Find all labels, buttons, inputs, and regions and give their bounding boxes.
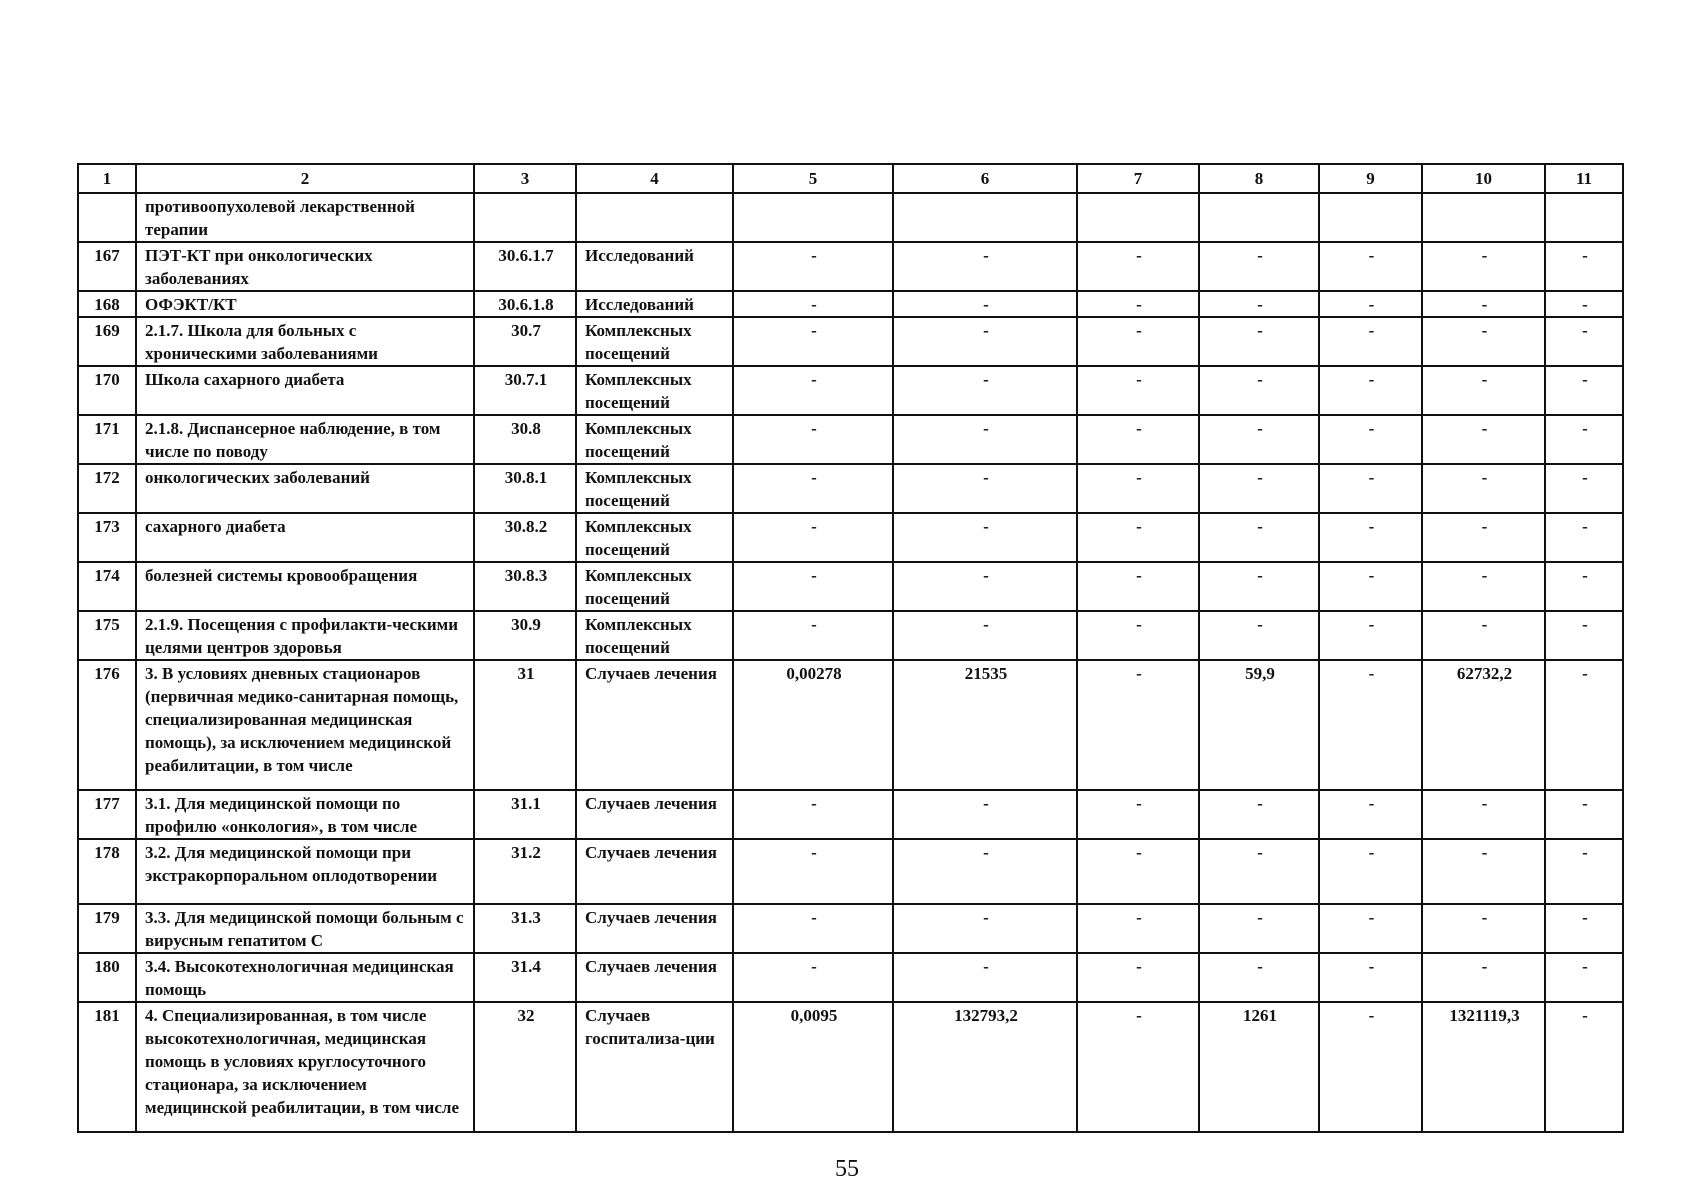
- table-row: [78, 513, 1623, 562]
- row-number-cell: 175: [78, 611, 136, 660]
- table-row: [78, 1002, 1623, 1132]
- value-cell-col-8: 59,9: [1199, 660, 1319, 790]
- column-header-6: 6: [893, 164, 1077, 193]
- value-cell-col-6: -: [893, 242, 1077, 291]
- column-header-11: 11: [1545, 164, 1623, 193]
- indicator-name-cell: 3.1. Для медицинской помощи по профилю «онкология», в том числе: [136, 790, 474, 839]
- value-cell-col-8: -: [1199, 317, 1319, 366]
- table-row: [78, 193, 1623, 242]
- table-row: [78, 839, 1623, 904]
- table-row: [78, 953, 1623, 1002]
- unit-cell: Случаев лечения: [576, 953, 733, 1002]
- value-cell-col-7: -: [1077, 415, 1199, 464]
- row-number-cell: 168: [78, 291, 136, 317]
- value-cell-col-10: -: [1422, 242, 1545, 291]
- row-code-cell: 30.6.1.8: [474, 291, 576, 317]
- unit-cell: Комплексных посещений: [576, 562, 733, 611]
- table-row: [78, 317, 1623, 366]
- value-cell-col-10: -: [1422, 464, 1545, 513]
- value-cell-col-6: -: [893, 291, 1077, 317]
- table-row: [78, 904, 1623, 953]
- row-code-cell: 32: [474, 1002, 576, 1132]
- value-cell-col-5: -: [733, 953, 893, 1002]
- value-cell-col-11: -: [1545, 464, 1623, 513]
- row-code-cell: 30.7.1: [474, 366, 576, 415]
- value-cell-col-9: -: [1319, 611, 1422, 660]
- value-cell-col-7: -: [1077, 291, 1199, 317]
- value-cell-col-11: -: [1545, 839, 1623, 904]
- value-cell-col-5: 0,0095: [733, 1002, 893, 1132]
- row-code-cell: 31.3: [474, 904, 576, 953]
- row-code-cell: 31.4: [474, 953, 576, 1002]
- row-number-cell: 174: [78, 562, 136, 611]
- unit-cell: Комплексных посещений: [576, 415, 733, 464]
- indicator-name-cell: 2.1.9. Посещения с профилакти-ческими целями центров здоровья: [136, 611, 474, 660]
- value-cell-col-11: -: [1545, 366, 1623, 415]
- row-number-cell: 170: [78, 366, 136, 415]
- value-cell-col-7: -: [1077, 513, 1199, 562]
- value-cell-col-5: -: [733, 415, 893, 464]
- table-row: [78, 366, 1623, 415]
- value-cell-col-8: -: [1199, 415, 1319, 464]
- table-row: [78, 660, 1623, 790]
- value-cell-col-7: -: [1077, 904, 1199, 953]
- row-number-cell: 178: [78, 839, 136, 904]
- value-cell-col-9: -: [1319, 464, 1422, 513]
- table-row: [78, 790, 1623, 839]
- value-cell-col-5: -: [733, 513, 893, 562]
- table-row: [78, 242, 1623, 291]
- value-cell-col-8: -: [1199, 562, 1319, 611]
- row-code-cell: [474, 193, 576, 242]
- indicator-name-cell: 3.2. Для медицинской помощи при экстракорпоральном оплодотворении: [136, 839, 474, 904]
- value-cell-col-11: -: [1545, 242, 1623, 291]
- value-cell-col-11: -: [1545, 415, 1623, 464]
- value-cell-col-10: 1321119,3: [1422, 1002, 1545, 1132]
- value-cell-col-6: -: [893, 415, 1077, 464]
- row-number-cell: 167: [78, 242, 136, 291]
- row-number-cell: 176: [78, 660, 136, 790]
- column-header-9: 9: [1319, 164, 1422, 193]
- unit-cell: Комплексных посещений: [576, 611, 733, 660]
- value-cell-col-7: -: [1077, 242, 1199, 291]
- value-cell-col-5: -: [733, 291, 893, 317]
- value-cell-col-9: -: [1319, 790, 1422, 839]
- value-cell-col-8: -: [1199, 839, 1319, 904]
- value-cell-col-11: -: [1545, 513, 1623, 562]
- table-row: [78, 415, 1623, 464]
- row-code-cell: 30.8.1: [474, 464, 576, 513]
- value-cell-col-11: [1545, 193, 1623, 242]
- column-header-1: 1: [78, 164, 136, 193]
- value-cell-col-7: -: [1077, 839, 1199, 904]
- indicator-name-cell: 2.1.7. Школа для больных с хроническими заболеваниями: [136, 317, 474, 366]
- value-cell-col-8: -: [1199, 242, 1319, 291]
- value-cell-col-6: -: [893, 513, 1077, 562]
- value-cell-col-8: 1261: [1199, 1002, 1319, 1132]
- value-cell-col-5: [733, 193, 893, 242]
- unit-cell: Случаев лечения: [576, 839, 733, 904]
- value-cell-col-10: -: [1422, 513, 1545, 562]
- value-cell-col-10: -: [1422, 611, 1545, 660]
- value-cell-col-11: -: [1545, 790, 1623, 839]
- indicator-name-cell: 3.3. Для медицинской помощи больным с вирусным гепатитом С: [136, 904, 474, 953]
- column-header-3: 3: [474, 164, 576, 193]
- value-cell-col-8: -: [1199, 366, 1319, 415]
- value-cell-col-11: -: [1545, 660, 1623, 790]
- value-cell-col-5: -: [733, 562, 893, 611]
- value-cell-col-8: -: [1199, 790, 1319, 839]
- row-number-cell: 179: [78, 904, 136, 953]
- value-cell-col-8: -: [1199, 513, 1319, 562]
- row-number-cell: 177: [78, 790, 136, 839]
- value-cell-col-9: -: [1319, 317, 1422, 366]
- unit-cell: [576, 193, 733, 242]
- value-cell-col-9: -: [1319, 513, 1422, 562]
- value-cell-col-8: -: [1199, 611, 1319, 660]
- indicator-name-cell: Школа сахарного диабета: [136, 366, 474, 415]
- value-cell-col-8: -: [1199, 904, 1319, 953]
- value-cell-col-9: -: [1319, 839, 1422, 904]
- column-header-10: 10: [1422, 164, 1545, 193]
- value-cell-col-7: [1077, 193, 1199, 242]
- unit-cell: Комплексных посещений: [576, 513, 733, 562]
- value-cell-col-5: -: [733, 464, 893, 513]
- value-cell-col-7: -: [1077, 464, 1199, 513]
- row-code-cell: 31: [474, 660, 576, 790]
- value-cell-col-11: -: [1545, 317, 1623, 366]
- table-row: [78, 291, 1623, 317]
- column-header-8: 8: [1199, 164, 1319, 193]
- value-cell-col-10: -: [1422, 317, 1545, 366]
- value-cell-col-5: -: [733, 366, 893, 415]
- value-cell-col-9: -: [1319, 562, 1422, 611]
- value-cell-col-6: [893, 193, 1077, 242]
- value-cell-col-9: -: [1319, 415, 1422, 464]
- value-cell-col-6: -: [893, 366, 1077, 415]
- indicator-name-cell: болезней системы кровообращения: [136, 562, 474, 611]
- value-cell-col-7: -: [1077, 1002, 1199, 1132]
- value-cell-col-8: -: [1199, 953, 1319, 1002]
- value-cell-col-7: -: [1077, 790, 1199, 839]
- value-cell-col-10: -: [1422, 562, 1545, 611]
- value-cell-col-6: -: [893, 953, 1077, 1002]
- value-cell-col-5: -: [733, 790, 893, 839]
- value-cell-col-9: -: [1319, 660, 1422, 790]
- indicator-name-cell: ПЭТ-КТ при онкологических заболеваниях: [136, 242, 474, 291]
- value-cell-col-10: -: [1422, 291, 1545, 317]
- value-cell-col-6: -: [893, 790, 1077, 839]
- value-cell-col-11: -: [1545, 562, 1623, 611]
- row-code-cell: 30.9: [474, 611, 576, 660]
- value-cell-col-6: -: [893, 317, 1077, 366]
- table-row: [78, 562, 1623, 611]
- row-number-cell: 173: [78, 513, 136, 562]
- indicator-name-cell: 2.1.8. Диспансерное наблюдение, в том числе по поводу: [136, 415, 474, 464]
- value-cell-col-5: -: [733, 904, 893, 953]
- value-cell-col-6: -: [893, 611, 1077, 660]
- value-cell-col-8: -: [1199, 291, 1319, 317]
- value-cell-col-6: -: [893, 904, 1077, 953]
- unit-cell: Комплексных посещений: [576, 464, 733, 513]
- table-row: [78, 611, 1623, 660]
- row-number-cell: 169: [78, 317, 136, 366]
- value-cell-col-5: -: [733, 611, 893, 660]
- column-header-7: 7: [1077, 164, 1199, 193]
- row-code-cell: 31.1: [474, 790, 576, 839]
- row-number-cell: 180: [78, 953, 136, 1002]
- value-cell-col-11: -: [1545, 904, 1623, 953]
- row-code-cell: 31.2: [474, 839, 576, 904]
- value-cell-col-11: -: [1545, 291, 1623, 317]
- value-cell-col-9: -: [1319, 366, 1422, 415]
- value-cell-col-10: -: [1422, 415, 1545, 464]
- value-cell-col-9: -: [1319, 242, 1422, 291]
- unit-cell: Исследований: [576, 242, 733, 291]
- value-cell-col-8: [1199, 193, 1319, 242]
- value-cell-col-6: 21535: [893, 660, 1077, 790]
- table-body: [78, 164, 1623, 1132]
- unit-cell: Случаев лечения: [576, 790, 733, 839]
- value-cell-col-5: 0,00278: [733, 660, 893, 790]
- value-cell-col-9: -: [1319, 904, 1422, 953]
- value-cell-col-10: -: [1422, 953, 1545, 1002]
- indicator-name-cell: противоопухолевой лекарственной терапии: [136, 193, 474, 242]
- row-number-cell: 181: [78, 1002, 136, 1132]
- value-cell-col-10: 62732,2: [1422, 660, 1545, 790]
- value-cell-col-6: -: [893, 562, 1077, 611]
- page-number: 55: [835, 1156, 859, 1182]
- row-code-cell: 30.7: [474, 317, 576, 366]
- unit-cell: Комплексных посещений: [576, 317, 733, 366]
- unit-cell: Комплексных посещений: [576, 366, 733, 415]
- value-cell-col-9: -: [1319, 291, 1422, 317]
- value-cell-col-11: -: [1545, 611, 1623, 660]
- indicator-name-cell: 3.4. Высокотехнологичная медицинская помощь: [136, 953, 474, 1002]
- unit-cell: Случаев лечения: [576, 660, 733, 790]
- value-cell-col-10: -: [1422, 839, 1545, 904]
- value-cell-col-6: 132793,2: [893, 1002, 1077, 1132]
- column-header-4: 4: [576, 164, 733, 193]
- table-row: [78, 464, 1623, 513]
- unit-cell: Исследований: [576, 291, 733, 317]
- indicator-name-cell: ОФЭКТ/КТ: [136, 291, 474, 317]
- value-cell-col-9: [1319, 193, 1422, 242]
- value-cell-col-5: -: [733, 317, 893, 366]
- column-header-5: 5: [733, 164, 893, 193]
- value-cell-col-7: -: [1077, 953, 1199, 1002]
- row-number-cell: 172: [78, 464, 136, 513]
- value-cell-col-7: -: [1077, 366, 1199, 415]
- value-cell-col-10: [1422, 193, 1545, 242]
- value-cell-col-7: -: [1077, 562, 1199, 611]
- indicator-name-cell: сахарного диабета: [136, 513, 474, 562]
- value-cell-col-7: -: [1077, 611, 1199, 660]
- value-cell-col-6: -: [893, 464, 1077, 513]
- indicator-name-cell: онкологических заболеваний: [136, 464, 474, 513]
- row-code-cell: 30.8.3: [474, 562, 576, 611]
- indicator-name-cell: 4. Специализированная, в том числе высокотехнологичная, медицинская помощь в условиях круглосуточного стационара, за исключением медицинской реабилитации, в том числе: [136, 1002, 474, 1132]
- table-header-row: [78, 164, 1623, 193]
- value-cell-col-10: -: [1422, 790, 1545, 839]
- value-cell-col-6: -: [893, 839, 1077, 904]
- data-table: [77, 163, 1624, 1133]
- value-cell-col-11: -: [1545, 953, 1623, 1002]
- row-code-cell: 30.6.1.7: [474, 242, 576, 291]
- value-cell-col-11: -: [1545, 1002, 1623, 1132]
- value-cell-col-7: -: [1077, 660, 1199, 790]
- value-cell-col-8: -: [1199, 464, 1319, 513]
- value-cell-col-10: -: [1422, 904, 1545, 953]
- row-number-cell: [78, 193, 136, 242]
- column-header-2: 2: [136, 164, 474, 193]
- value-cell-col-9: -: [1319, 953, 1422, 1002]
- unit-cell: Случаев лечения: [576, 904, 733, 953]
- row-code-cell: 30.8.2: [474, 513, 576, 562]
- value-cell-col-7: -: [1077, 317, 1199, 366]
- row-code-cell: 30.8: [474, 415, 576, 464]
- row-number-cell: 171: [78, 415, 136, 464]
- value-cell-col-5: -: [733, 839, 893, 904]
- value-cell-col-9: -: [1319, 1002, 1422, 1132]
- unit-cell: Случаев госпитализа-ции: [576, 1002, 733, 1132]
- value-cell-col-10: -: [1422, 366, 1545, 415]
- indicator-name-cell: 3. В условиях дневных стационаров (первичная медико-санитарная помощь, специализированная медицинская помощь), за исключением медицинской реабилитации, в том числе: [136, 660, 474, 790]
- value-cell-col-5: -: [733, 242, 893, 291]
